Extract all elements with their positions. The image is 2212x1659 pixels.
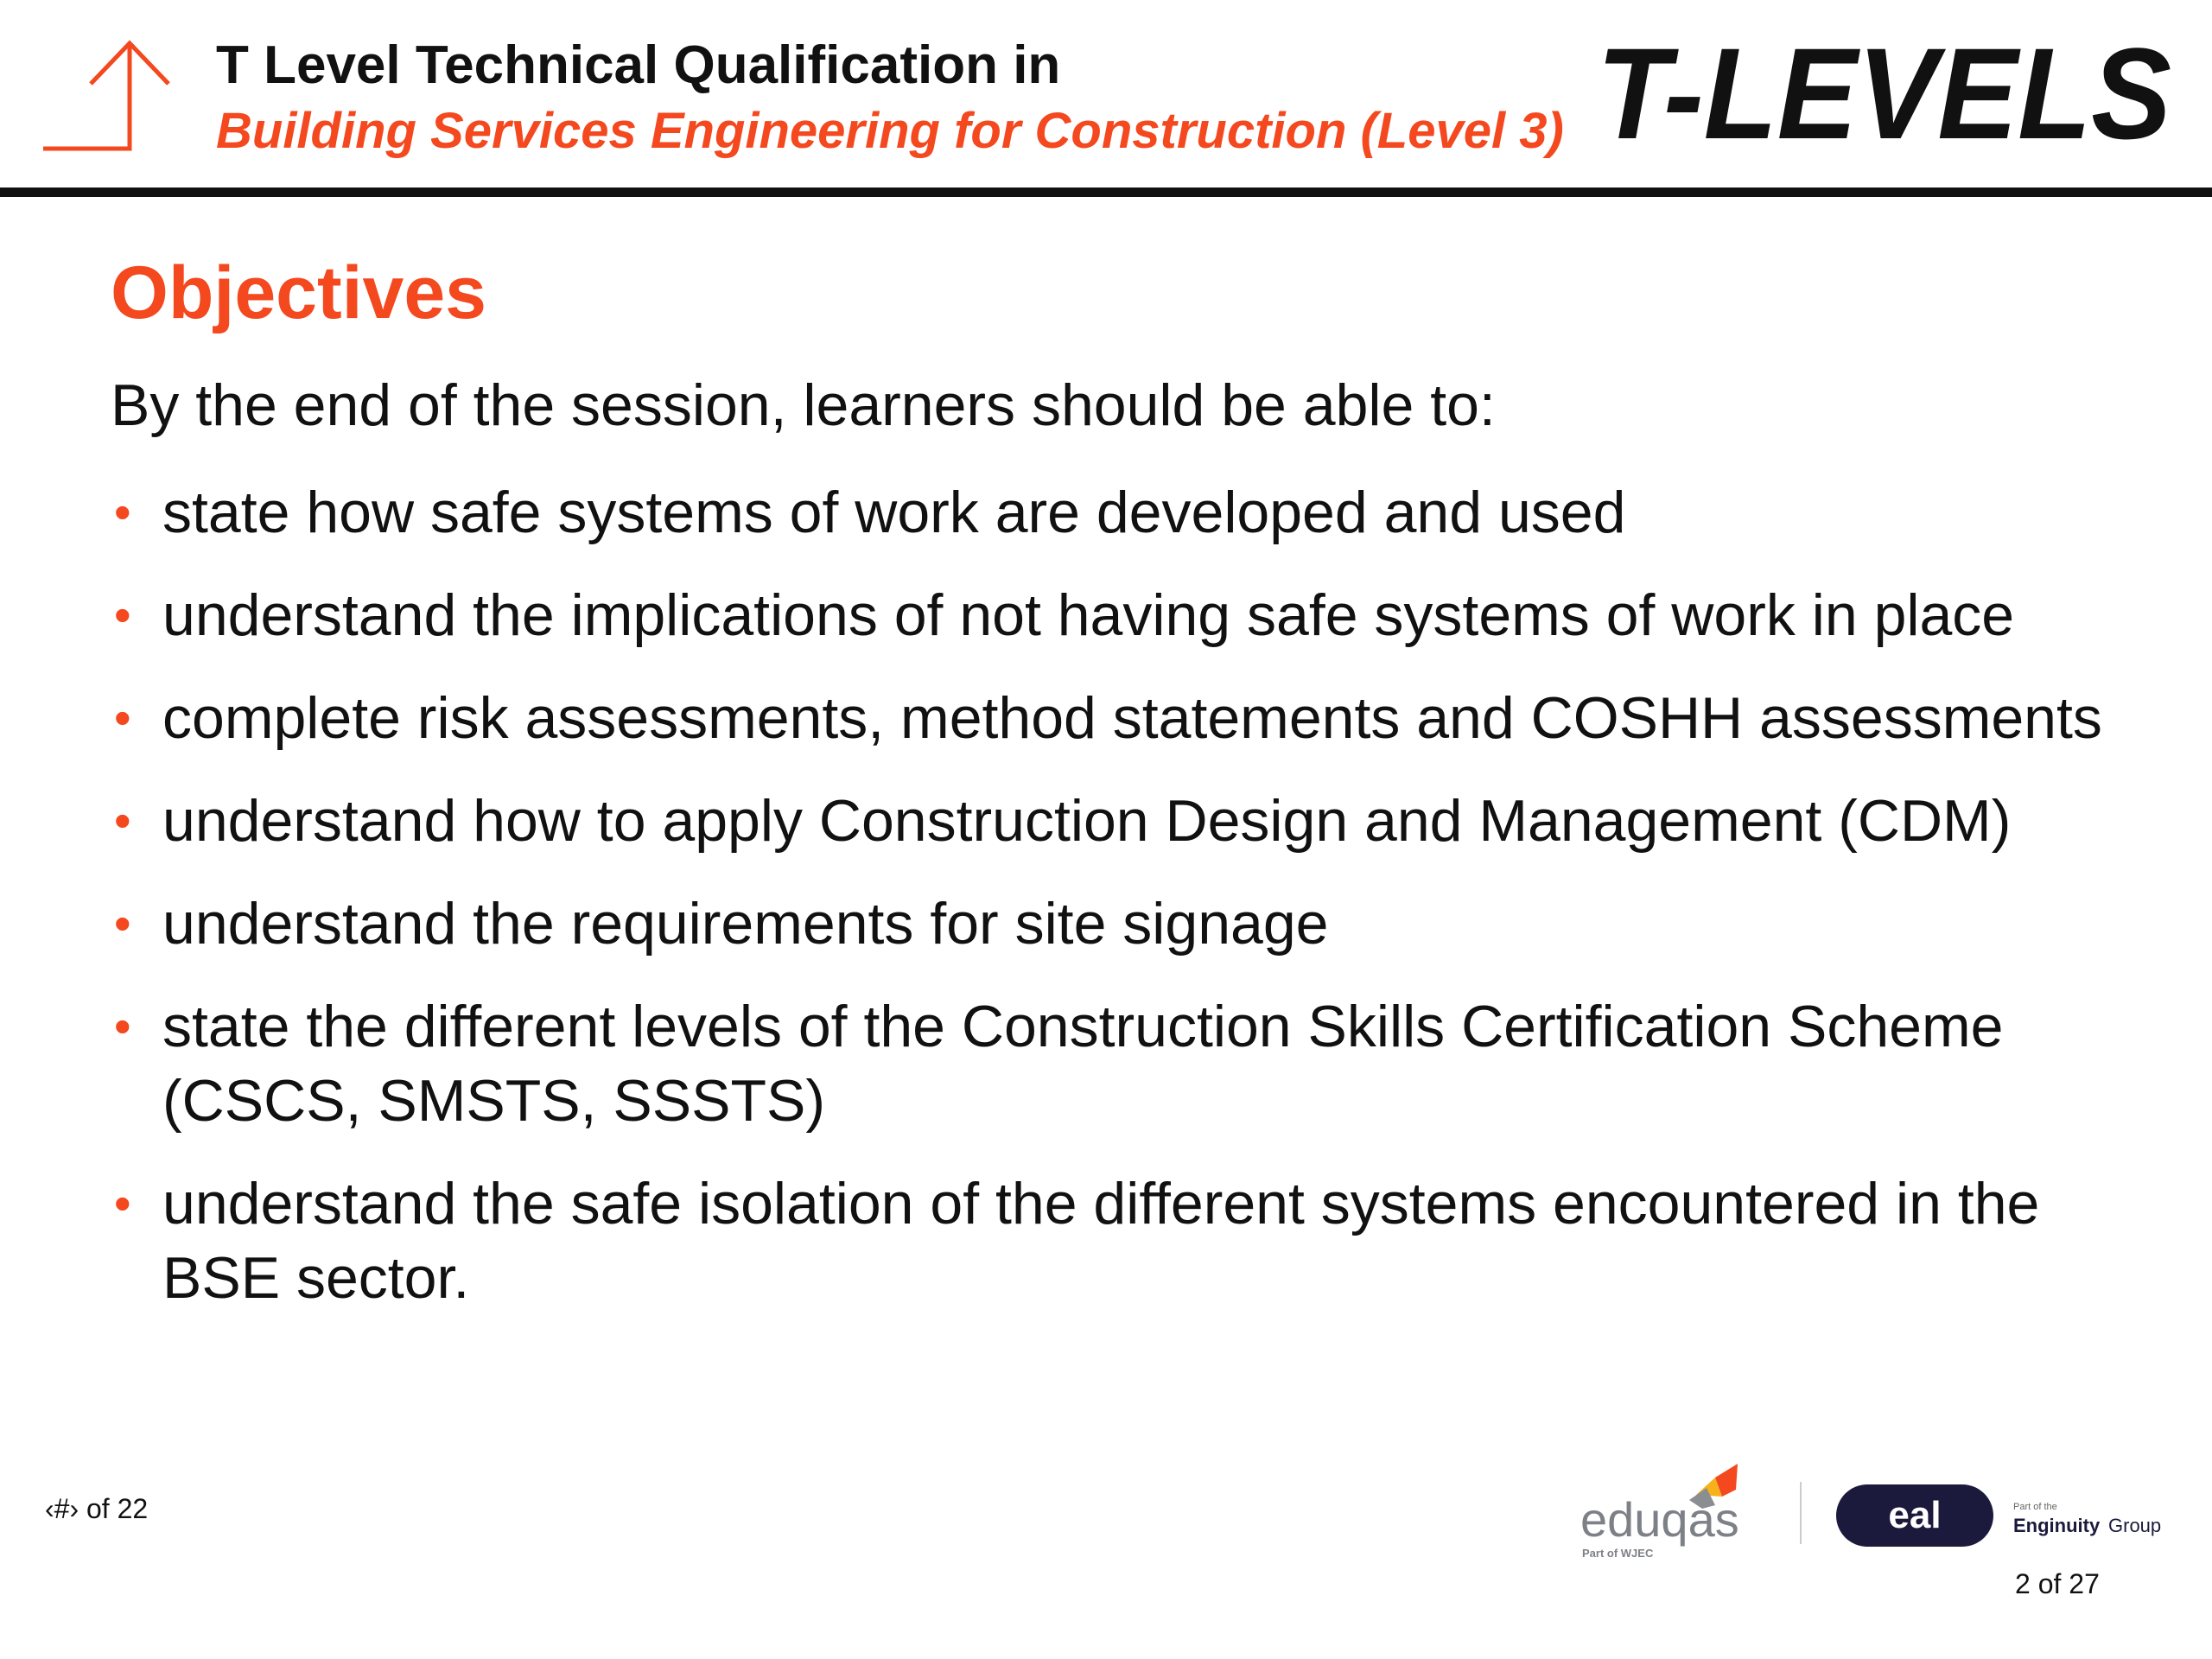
svg-text:T-LEVELS: T-LEVELS <box>1597 33 2171 154</box>
slide-counter: 2 of 27 <box>2015 1568 2100 1599</box>
partner-divider <box>1800 1482 1802 1544</box>
bullet-icon: • <box>114 793 131 848</box>
list-item <box>111 1166 2115 1315</box>
svg-text:Enginuity: Enginuity <box>2013 1515 2101 1536</box>
page-counter: ‹#› of 22 <box>45 1493 149 1524</box>
bullet-icon: • <box>114 896 131 950</box>
arrow-up-corner-icon <box>43 36 181 153</box>
list-item-text: understand the implications of not having safe systems of work in place <box>162 582 2015 648</box>
list-item-text: complete risk assessments, method statements and COSHH assessments <box>162 685 2102 751</box>
header-title: T Level Technical Qualification in <box>216 35 1061 95</box>
list-item <box>111 681 2115 755</box>
bullet-icon: • <box>114 485 131 539</box>
list-item <box>111 887 2115 961</box>
svg-text:Group: Group <box>2108 1515 2162 1536</box>
list-item-text: understand how to apply Construction Design and Management (CDM) <box>162 788 2012 854</box>
enginuity-logo <box>2012 1499 2184 1542</box>
intro-text: By the end of the session, learners should be able to: <box>111 372 1496 438</box>
list-item-text: understand the requirements for site signage <box>162 891 1329 957</box>
list-item <box>111 475 2115 550</box>
header-divider <box>0 188 2212 197</box>
list-item <box>111 578 2115 652</box>
list-item-text: state the different levels of the Construction Skills Certification Scheme (CSCS, SMSTS, SSSTS) <box>162 994 2004 1134</box>
eal-logo <box>1836 1484 1993 1547</box>
bullet-icon: • <box>114 1176 131 1230</box>
bullet-icon: • <box>114 999 131 1053</box>
svg-text:eal: eal <box>1888 1494 1942 1536</box>
eduqas-logo <box>1577 1459 1776 1562</box>
list-item-text: understand the safe isolation of the different systems encountered in the BSE sector. <box>162 1171 2040 1311</box>
list-item-text: state how safe systems of work are developed and used <box>162 480 1626 545</box>
svg-text:Part of the: Part of the <box>2013 1502 2057 1512</box>
t-levels-logo <box>1597 33 2176 154</box>
objectives-list <box>111 475 2115 1344</box>
list-item <box>111 784 2115 858</box>
slide-header <box>0 0 2212 199</box>
bullet-icon: • <box>114 588 131 642</box>
svg-text:eduqas: eduqas <box>1580 1492 1739 1547</box>
bullet-icon: • <box>114 690 131 745</box>
header-subtitle: Building Services Engineering for Construction (Level 3) <box>216 103 1564 159</box>
slide-heading: Objectives <box>111 251 486 334</box>
svg-text:Part of WJEC: Part of WJEC <box>1582 1547 1654 1560</box>
list-item <box>111 989 2115 1138</box>
